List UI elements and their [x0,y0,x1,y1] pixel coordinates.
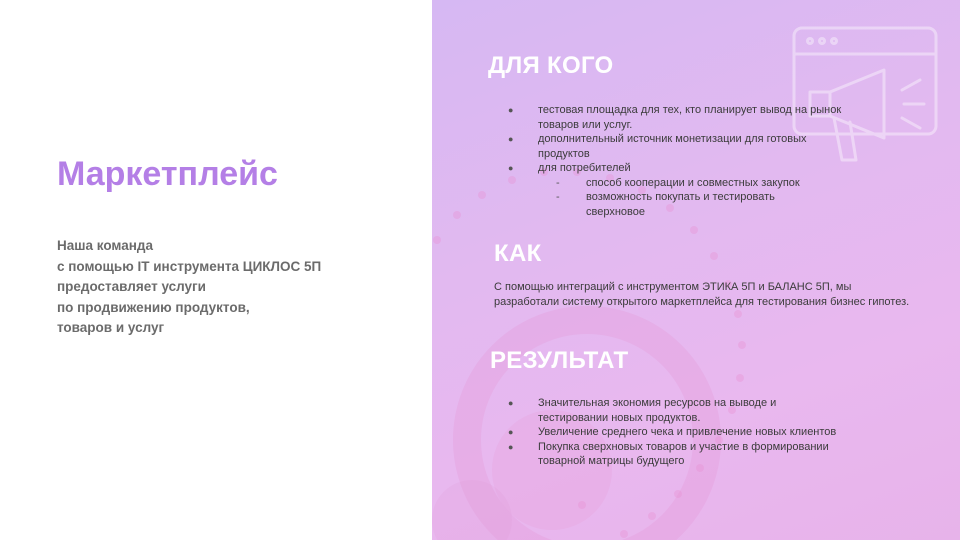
list-item: ● Увеличение среднего чека и привлечение новых клиентов [508,426,837,438]
for-whom-list [508,103,848,219]
left-panel [0,0,432,540]
sub-list-item: - способ кооперации и совместных закупок [556,176,800,189]
bullet-icon: ● [508,163,514,173]
heading-how: КАК [494,240,542,267]
list-item: ● дополнительный источник монетизации для готовых продуктов [508,133,807,160]
sub-list [508,176,848,220]
team-description [57,236,321,339]
description-line: Наша команда [57,238,153,253]
list-item: ● Значительная экономия ресурсов на выводе и тестировании новых продуктов. [508,397,777,424]
heading-for-whom: ДЛЯ КОГО [488,52,614,79]
how-text: С помощью интеграций с инструментом ЭТИКА 5П и БАЛАНС 5П, мы разработали систему открытого маркетплейса для тестирования бизнес гипотез. [494,281,910,308]
bullet-icon: ● [508,398,514,408]
list-item: ● тестовая площадка для тех, кто планирует вывод на рынок товаров или услуг. [508,104,842,131]
result-list [508,396,863,469]
dash-icon: - [556,176,560,189]
description-line: по продвижению продуктов, [57,299,250,315]
list-item: ● для потребителей - способ кооперации и совместных закупок - возможность покупать и тестировать сверхновое [508,161,848,219]
dash-icon: - [556,191,560,203]
description-line: предоставляет услуги [57,279,206,294]
list-item: ● Покупка сверхновых товаров и участие в формировании товарной матрицы будущего [508,440,829,467]
heading-result: РЕЗУЛЬТАТ [490,347,629,374]
bullet-icon: ● [508,105,514,115]
page-title: Маркетплейс [57,155,278,193]
description-line: с помощью IT инструмента ЦИКЛОС 5П [57,258,322,274]
bullet-icon: ● [508,427,514,437]
bullet-icon: ● [508,441,514,452]
description-line: товаров и услуг [57,320,165,335]
sub-list-item: - возможность покупать и тестировать сверхновое [556,191,775,218]
bullet-icon: ● [508,134,514,144]
